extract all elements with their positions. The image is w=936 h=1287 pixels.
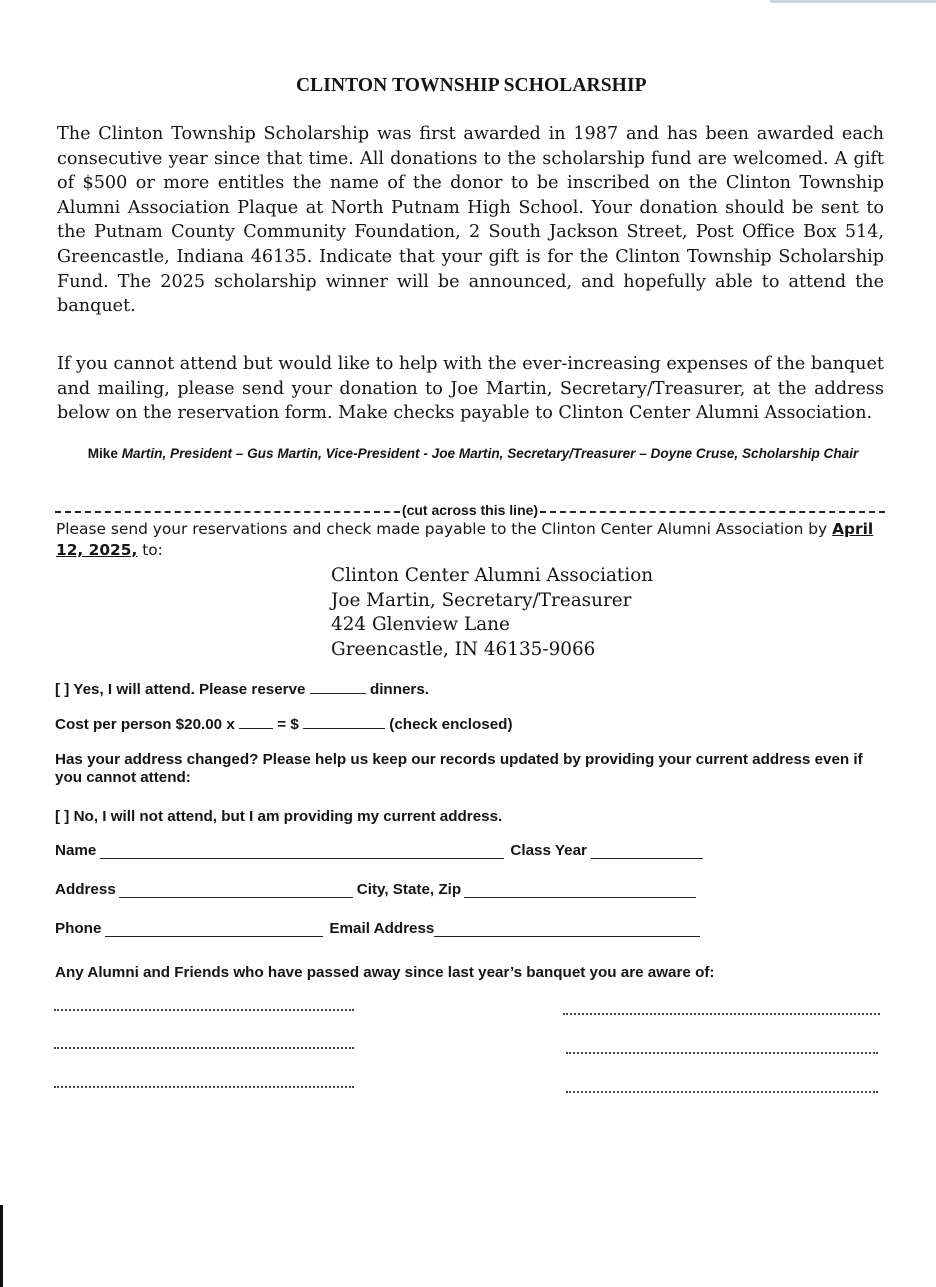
deceased-entry-line[interactable] bbox=[54, 1009, 354, 1011]
class-year-field[interactable] bbox=[591, 857, 703, 859]
phone-label: Phone bbox=[55, 920, 102, 937]
equals-label: = $ bbox=[277, 716, 299, 733]
email-label: Email Address bbox=[329, 920, 435, 937]
cut-dashes-right bbox=[540, 511, 885, 513]
name-row bbox=[55, 842, 703, 859]
page-title: CLINTON TOWNSHIP SCHOLARSHIP bbox=[296, 75, 647, 96]
city-state-zip-field[interactable] bbox=[464, 896, 696, 898]
phone-field[interactable] bbox=[105, 935, 323, 937]
deceased-entry-line[interactable] bbox=[563, 1013, 880, 1015]
class-year-label: Class Year bbox=[510, 842, 587, 859]
attend-checkbox[interactable]: [ ] bbox=[55, 681, 70, 698]
cut-line bbox=[55, 500, 885, 520]
deceased-entry-line[interactable] bbox=[54, 1047, 354, 1049]
attend-row bbox=[55, 681, 429, 698]
donation-paragraph: If you cannot attend but would like to help with the ever-increasing expenses of the banquet and mailing, please send your donation to Joe Martin, Secretary/Treasurer, at the address below on the reservation form. Make checks payable to Clinton Center Alumni Association. bbox=[57, 354, 884, 424]
mailing-address bbox=[331, 564, 653, 662]
attend-label: Yes, I will attend. Please reserve bbox=[73, 681, 306, 698]
officers-names: Martin, President – Gus Martin, Vice-President - Joe Martin, Secretary/Treasurer – Doyne Cruse, Scholarship Chair bbox=[121, 446, 859, 461]
address-line: 424 Glenview Lane bbox=[331, 614, 510, 635]
city-state-zip-label: City, State, Zip bbox=[356, 881, 462, 898]
check-enclosed-label: (check enclosed) bbox=[389, 716, 513, 733]
address-field[interactable] bbox=[119, 896, 353, 898]
address-question: Has your address changed? Please help us keep our records updated by providing your current address even if you cannot attend: bbox=[55, 751, 863, 786]
scholarship-paragraph: The Clinton Township Scholarship was first awarded in 1987 and has been awarded each consecutive year since that time. All donations to the scholarship fund are welcomed. A gift of $500 or more entitles the name of the donor to be inscribed on the Clinton Township Alumni Association Plaque at North Putnam High School. Your donation should be sent to the Putnam County Community Foundation, 2 South Jackson Street, Post Office Box 514, Greencastle, Indiana 46135. Indicate that your gift is for the Clinton Township Scholarship Fund. The 2025 scholarship winner will be announced, and hopefully able to attend the banquet. bbox=[57, 124, 884, 317]
send-instructions bbox=[56, 519, 886, 561]
name-label: Name bbox=[55, 842, 97, 859]
deceased-entry-line[interactable] bbox=[566, 1091, 878, 1093]
cut-dashes-left bbox=[55, 511, 400, 513]
deceased-prompt: Any Alumni and Friends who have passed away since last year’s banquet you are aware of: bbox=[55, 964, 715, 981]
scan-edge-mark bbox=[770, 0, 936, 3]
quantity-field[interactable] bbox=[239, 727, 273, 729]
name-field[interactable] bbox=[100, 857, 504, 859]
officers-lead: Mike bbox=[87, 446, 122, 461]
address-line: Joe Martin, Secretary/Treasurer bbox=[331, 589, 632, 611]
address-label: Address bbox=[55, 881, 116, 898]
officers-line bbox=[70, 441, 876, 466]
cost-row bbox=[55, 716, 513, 733]
not-attend-row bbox=[55, 808, 502, 825]
total-amount-field[interactable] bbox=[303, 727, 385, 729]
address-line: Greencastle, IN 46135-9066 bbox=[331, 638, 596, 660]
cost-label: Cost per person $20.00 x bbox=[55, 716, 235, 733]
dinners-count-field[interactable] bbox=[310, 692, 366, 694]
cut-label: (cut across this line) bbox=[401, 502, 539, 518]
deceased-entry-line[interactable] bbox=[54, 1086, 354, 1088]
address-line: Clinton Center Alumni Association bbox=[331, 565, 654, 586]
address-row bbox=[55, 881, 696, 898]
not-attend-label: No, I will not attend, but I am providing my current address. bbox=[73, 808, 503, 825]
send-text: Please send your reservations and check made payable to the Clinton Center Alumni Association by bbox=[56, 520, 833, 538]
scan-edge-mark bbox=[0, 1205, 3, 1287]
deadline-date: April 12, 2025, bbox=[56, 520, 874, 559]
send-suffix: to: bbox=[137, 541, 163, 559]
phone-row bbox=[55, 920, 700, 937]
email-field[interactable] bbox=[434, 935, 700, 937]
dinners-label: dinners. bbox=[369, 681, 430, 698]
deceased-entry-line[interactable] bbox=[566, 1052, 878, 1054]
not-attend-checkbox[interactable]: [ ] bbox=[55, 808, 70, 825]
